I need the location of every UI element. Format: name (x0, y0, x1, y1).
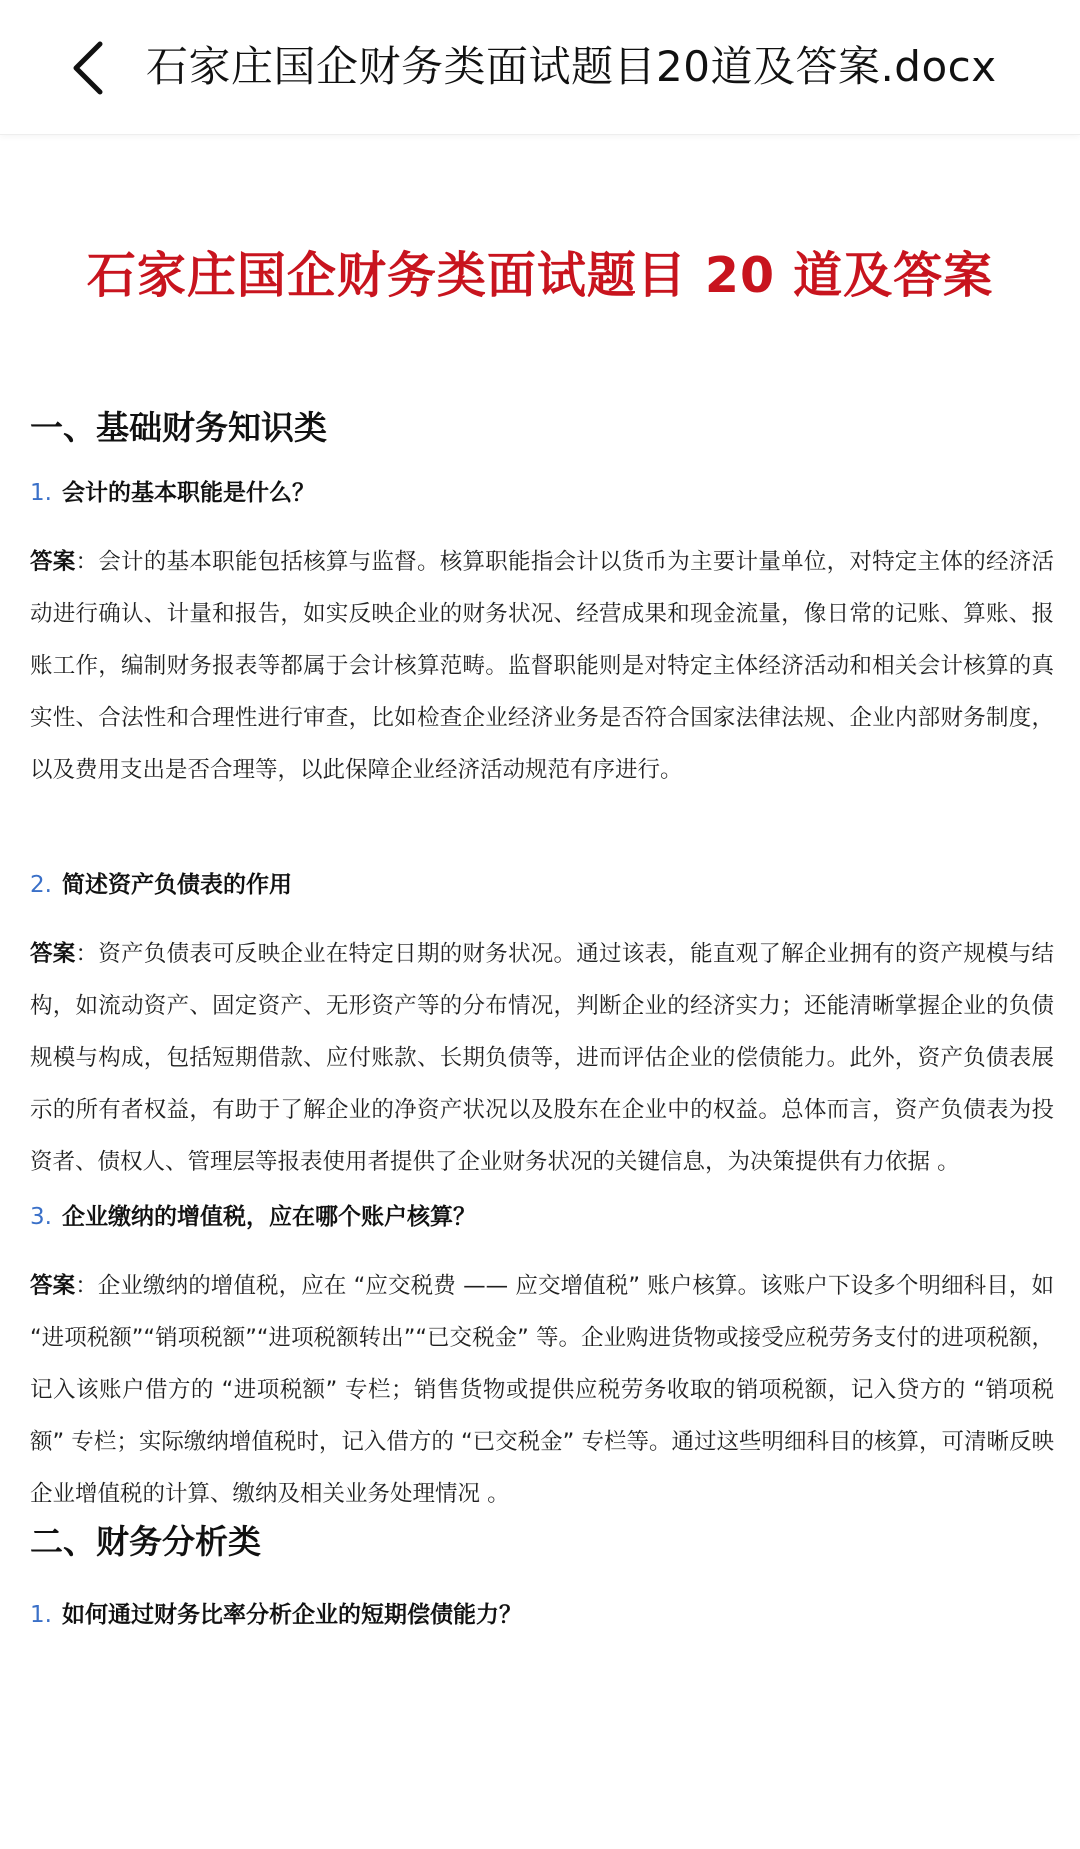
section-heading-basic-knowledge: 一、基础财务知识类 (30, 408, 327, 447)
answer-label: 答案 (30, 1273, 76, 1299)
answer-label: 答案 (30, 941, 76, 967)
section-heading-financial-analysis: 二、财务分析类 (30, 1522, 261, 1561)
answer-text: ：资产负债表可反映企业在特定日期的财务状况。通过该表，能直观了解企业拥有的资产规模与结构，如流动资产、固定资产、无形资产等的分布情况，判断企业的经济实力；还能清晰掌握企业的负债规模与构成，包括短期借款、应付账款、长期负债等，进而评估企业的偿债能力。此外，资产负债表展示的所有者权益，有助于了解企业的净资产状况以及股东在企业中的权益。总体而言，资产负债表为投资者、债权人、管理层等报表使用者提供了企业财务状况的关键信息，为决策提供有力依据 。 (30, 941, 1054, 1175)
top-navigation-bar (0, 0, 1080, 135)
question-2-1 (30, 1598, 1050, 1632)
question-number: 2. (30, 872, 52, 898)
document-title: 石家庄国企财务类面试题目 20 道及答案 (86, 247, 994, 304)
answer-text: ：会计的基本职能包括核算与监督。核算职能指会计以货币为主要计量单位，对特定主体的经济活动进行确认、计量和报告，如实反映企业的财务状况、经营成果和现金流量，像日常的记账、算账、报账工作，编制财务报表等都属于会计核算范畴。监督职能则是对特定主体经济活动和相关会计核算的真实性、合法性和合理性进行审查，比如检查企业经济业务是否符合国家法律法规、企业内部财务制度，以及费用支出是否合理等，以此保障企业经济活动规范有序进行。 (30, 549, 1054, 783)
answer-1-1 (30, 454, 1054, 796)
question-number: 1. (30, 1602, 52, 1628)
back-button[interactable] (48, 28, 128, 108)
chevron-left-icon (68, 40, 108, 96)
question-text: 如何通过财务比率分析企业的短期偿债能力？ (61, 1602, 522, 1628)
answer-text: ：企业缴纳的增值税，应在 “应交税费 —— 应交增值税” 账户核算。该账户下设多个明细科目，如 “进项税额”“销项税额”“进项税额转出”“已交税金” 等。企业购进货物或接受应税劳务支付的进项税额，记入该账户借方的 “进项税额” 专栏；销售货物或提供应税劳务收取的销项税额，记入贷方的 “销项税额” 专栏；实际缴纳增值税时，记入借方的 “已交税金” 专栏等。通过这些明细科目的核算，可清晰反映企业增值税的计算、缴纳及相关业务处理情况 。 (30, 1273, 1054, 1507)
question-text: 会计的基本职能是什么？ (61, 480, 315, 506)
question-text: 企业缴纳的增值税，应在哪个账户核算？ (61, 1204, 476, 1230)
answer-1-3 (30, 1124, 1054, 1520)
document-filename: 石家庄国企财务类面试题目20道及答案.docx (146, 42, 997, 91)
question-number: 3. (30, 1204, 52, 1230)
answer-label: 答案 (30, 549, 76, 575)
question-text: 简述资产负债表的作用 (61, 872, 292, 898)
question-number: 1. (30, 480, 52, 506)
